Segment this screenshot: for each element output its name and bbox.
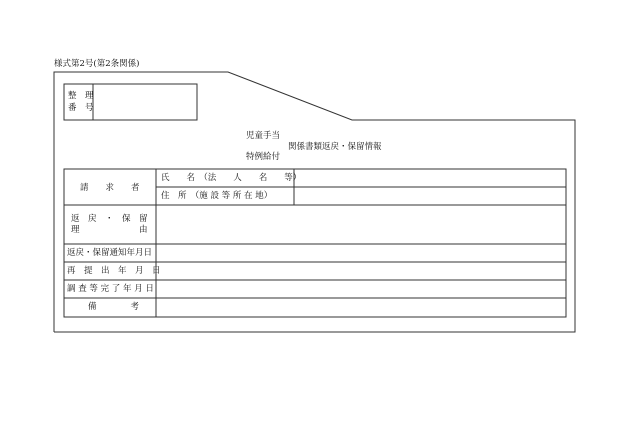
survey-date-label: 調 査 等 完 了 年 月 日 xyxy=(67,284,154,294)
remarks-field[interactable] xyxy=(157,299,565,316)
name-field[interactable] xyxy=(295,170,565,186)
resubmit-date-label: 再 提 出 年 月 日 xyxy=(67,266,161,276)
notice-date-field[interactable] xyxy=(157,245,565,261)
address-label: 住 所 （施 設 等 所 在 地） xyxy=(161,191,273,201)
reason-label-bottom: 理 由 xyxy=(71,225,148,235)
ref-number-field[interactable] xyxy=(94,85,196,119)
address-field[interactable] xyxy=(295,188,565,204)
title-main: 関係書類返戻・保留情報 xyxy=(288,142,382,152)
survey-date-field[interactable] xyxy=(157,281,565,297)
resubmit-date-field[interactable] xyxy=(157,263,565,279)
form-number-label: 様式第2号(第2条関係) xyxy=(54,59,140,69)
applicant-label: 請 求 者 xyxy=(80,183,140,193)
reason-label-top: 返 戻 ・ 保 留 xyxy=(71,214,148,224)
reason-field[interactable] xyxy=(157,206,565,243)
title-special-benefit: 特例給付 xyxy=(246,152,281,162)
ref-number-label-top: 整 理 xyxy=(68,91,94,101)
name-label: 氏 名 （法 人 名 等） xyxy=(161,173,302,183)
remarks-label: 備 考 xyxy=(88,302,140,312)
notice-date-label: 返戻・保留通知年月日 xyxy=(67,248,153,258)
ref-number-label-bottom: 番 号 xyxy=(68,103,94,113)
title-child-allowance: 児童手当 xyxy=(246,131,281,141)
